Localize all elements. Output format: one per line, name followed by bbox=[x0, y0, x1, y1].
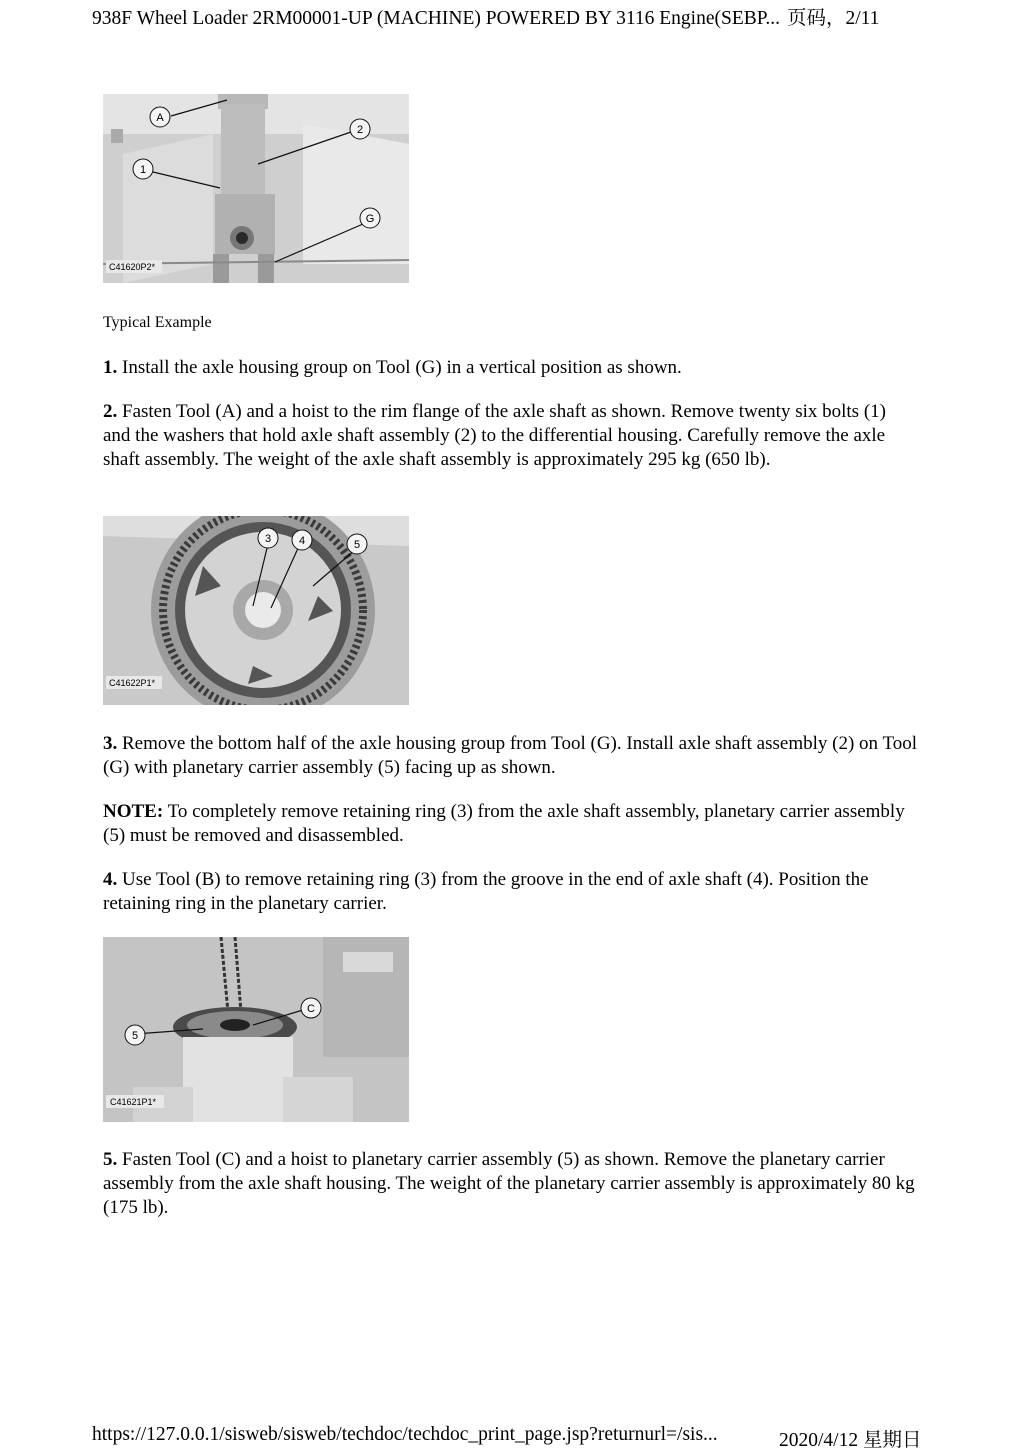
note-text: To completely remove retaining ring (3) from the axle shaft assembly, planetary carrier assembly (5) must be removed and disassembled. bbox=[103, 801, 905, 846]
figure-2-photo bbox=[103, 516, 409, 705]
callout-5: 5 bbox=[131, 1030, 139, 1042]
page-number: 页码，2/11 bbox=[786, 8, 880, 29]
step-number: 4. bbox=[103, 869, 118, 890]
callout-c: C bbox=[307, 1003, 315, 1015]
figure-caption: Typical Example bbox=[103, 314, 212, 331]
callout-4: 4 bbox=[298, 535, 306, 547]
note bbox=[103, 800, 918, 848]
figure-1-photo bbox=[103, 94, 409, 283]
callout-2: 2 bbox=[356, 124, 364, 136]
header-title: 938F Wheel Loader 2RM00001-UP (MACHINE) POWERED BY 3116 Engine(SEBP... bbox=[92, 8, 781, 29]
callout-1: 1 bbox=[139, 164, 147, 176]
footer-url: https://127.0.0.1/sisweb/sisweb/techdoc/techdoc_print_page.jsp?returnurl=/sis... bbox=[92, 1424, 718, 1445]
step-text: Use Tool (B) to remove retaining ring (3) from the groove in the end of axle shaft (4). Position the retaining ring in the planetary carrier. bbox=[103, 869, 869, 914]
step-text: Install the axle housing group on Tool (G) in a vertical position as shown. bbox=[117, 357, 682, 378]
figure-code: C41621P1* bbox=[110, 1097, 157, 1107]
step-2 bbox=[103, 400, 918, 472]
figure-hoist-planetary bbox=[103, 937, 409, 1122]
figure-planetary-carrier bbox=[103, 516, 409, 705]
step-number: 5. bbox=[103, 1149, 118, 1170]
step-text: Fasten Tool (A) and a hoist to the rim flange of the axle shaft as shown. Remove twenty six bolts (1) and the washers that hold axle shaft assembly (2) to the differential housing. Carefully remove the axle shaft assembly. The weight of the axle shaft assembly is approximately 295 kg (650 lb). bbox=[103, 401, 886, 470]
step-5 bbox=[103, 1148, 918, 1220]
callout-5: 5 bbox=[353, 539, 361, 551]
footer-date: 2020/4/12 星期日 bbox=[779, 1430, 922, 1451]
page-header bbox=[92, 2, 879, 30]
step-3 bbox=[103, 732, 918, 780]
figure-3-photo bbox=[103, 937, 409, 1122]
step-text: Fasten Tool (C) and a hoist to planetary carrier assembly (5) as shown. Remove the planetary carrier assembly from the axle shaft housing. The weight of the planetary carrier assembly is approximately 80 kg (175 lb). bbox=[103, 1149, 915, 1218]
step-number: 2. bbox=[103, 401, 118, 422]
step-number: 1. bbox=[103, 357, 118, 378]
figure-axle-housing-vertical bbox=[103, 94, 409, 283]
page-footer bbox=[92, 1424, 922, 1451]
figure-code: C41620P2* bbox=[109, 262, 156, 272]
callout-g: G bbox=[365, 213, 375, 225]
callout-a: A bbox=[156, 112, 164, 124]
step-4 bbox=[103, 868, 918, 916]
step-number: 3. bbox=[103, 733, 118, 754]
step-text: Remove the bottom half of the axle housing group from Tool (G). Install axle shaft assembly (2) on Tool (G) with planetary carrier assembly (5) facing up as shown. bbox=[103, 733, 918, 778]
note-label: NOTE: bbox=[103, 801, 164, 822]
figure-code: C41622P1* bbox=[109, 678, 156, 688]
callout-3: 3 bbox=[264, 533, 272, 545]
step-1 bbox=[103, 356, 918, 380]
